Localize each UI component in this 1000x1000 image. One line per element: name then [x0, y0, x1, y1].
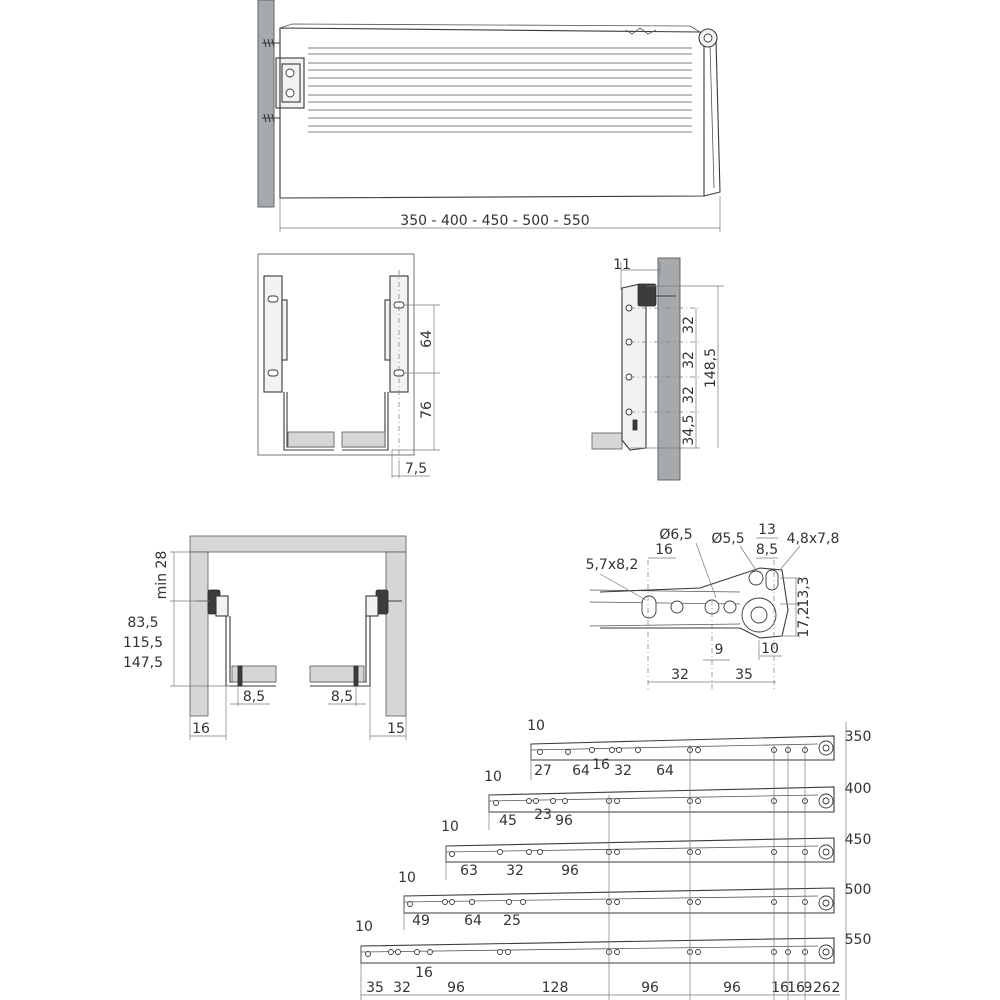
detail-13-label: 13 — [758, 522, 776, 538]
rail-550-label-35: 35 — [366, 980, 384, 996]
rail-550-label-10: 10 — [355, 919, 373, 935]
rail-450-label-63: 63 — [460, 863, 478, 879]
rail-550-label-16a: 16 — [771, 980, 789, 996]
rail-400-length-label: 400 — [844, 781, 872, 797]
rail-350-label-16: 16 — [592, 757, 610, 773]
rail-550-label-96b: 96 — [641, 980, 659, 996]
rail-350-label-27: 27 — [534, 763, 552, 779]
rail-400-label-10: 10 — [484, 769, 502, 785]
cabinet-section-view — [123, 536, 406, 740]
rail-550-label-16b: 16 — [787, 980, 805, 996]
detail-dia-6-5-label: Ø6,5 — [659, 527, 693, 543]
detail-dia-5-5-label: Ø5,5 — [711, 531, 745, 547]
runner-height-2-label: 115,5 — [122, 635, 164, 651]
rail-450-label-32: 32 — [506, 863, 524, 879]
min-top-clearance-label: min 28 — [154, 550, 170, 600]
hole-6-5 — [671, 601, 683, 613]
left-bottom-offset-label: 8,5 — [242, 689, 266, 705]
right-panel-thickness-label: 15 — [387, 721, 405, 737]
rail-400-label-96: 96 — [555, 813, 573, 829]
cabinet-left-panel — [190, 552, 208, 716]
rail-end-detail — [586, 522, 840, 690]
detail-9-label: 9 — [714, 642, 724, 658]
detail-10-label: 10 — [761, 641, 779, 657]
detail-17-2-label: 17,2 — [796, 606, 812, 638]
bracket-offset-label: 7,5 — [404, 461, 428, 477]
detail-slot-5-7x8-2-label: 5,7x8,2 — [585, 557, 639, 573]
rail-400-label-23: 23 — [534, 807, 552, 823]
rail-450-length-label: 450 — [844, 832, 872, 848]
rail-550-label-96a: 96 — [447, 980, 465, 996]
rail-550 — [355, 919, 871, 996]
detail-slot-4-8x7-8-label: 4,8x7,8 — [786, 531, 840, 547]
rear-bracket-side-view — [592, 257, 724, 480]
side-spacing-1-label: 32 — [681, 316, 697, 334]
rail-350-label-64a: 64 — [572, 763, 590, 779]
rail-550-label-96c: 96 — [723, 980, 741, 996]
rail-550-label-16-lower: 16 — [415, 965, 433, 981]
rail-350-label-32: 32 — [614, 763, 632, 779]
side-offset-label: 11 — [613, 257, 631, 273]
drawer-side-view — [258, 0, 720, 232]
rail-500-length-label: 500 — [844, 882, 872, 898]
detail-spacing-35-label: 35 — [735, 667, 753, 683]
rail-350-label-10: 10 — [527, 718, 545, 734]
rail-550-label-128: 128 — [541, 980, 569, 996]
rail-550-label-32: 32 — [393, 980, 411, 996]
runner-height-3-label: 147,5 — [122, 655, 164, 671]
rail-400-label-45: 45 — [499, 813, 517, 829]
detail-8-5-label: 8,5 — [755, 542, 779, 558]
drawer-side-ribs — [308, 48, 692, 132]
front-bracket-view — [258, 254, 440, 478]
rail-500-label-49: 49 — [412, 913, 430, 929]
rail-550-label-26: 26 — [813, 980, 831, 996]
rail-450-label-96: 96 — [561, 863, 579, 879]
detail-13-3-label: 13,3 — [796, 576, 812, 608]
side-spacing-2-label: 32 — [681, 351, 697, 369]
slot-4-8x7-8 — [766, 570, 778, 590]
rail-350-length-label: 350 — [844, 729, 872, 745]
drawer-length-label: 350 - 400 - 450 - 500 - 550 — [400, 213, 590, 229]
side-spacing-3-label: 32 — [681, 386, 697, 404]
rail-350-label-64b: 64 — [656, 763, 674, 779]
side-total-height-label: 148,5 — [703, 347, 719, 389]
rail-550-label-9: 9 — [803, 980, 813, 996]
cabinet-wall — [258, 0, 274, 207]
rail-450-label-10: 10 — [441, 819, 459, 835]
side-view-wall — [658, 258, 680, 480]
bracket-bottom-spacing-label: 76 — [419, 401, 435, 419]
detail-16-label: 16 — [655, 542, 673, 558]
rail-500-label-64: 64 — [464, 913, 482, 929]
left-panel-thickness-label: 16 — [192, 721, 210, 737]
cabinet-top-panel — [190, 536, 406, 552]
rail-550-length-label: 550 — [844, 932, 872, 948]
cabinet-right-panel — [386, 552, 406, 716]
rail-500-label-25: 25 — [503, 913, 521, 929]
bracket-hole-spacing-label: 64 — [419, 330, 435, 348]
rail-550-label-2: 2 — [831, 980, 841, 996]
drawer-body — [280, 28, 704, 198]
rail-length-table — [355, 718, 871, 1000]
right-bottom-offset-label: 8,5 — [330, 689, 354, 705]
rail-350 — [527, 718, 871, 779]
bracket-cam-icon — [638, 284, 656, 306]
hole-5-5 — [749, 571, 763, 585]
runner-height-1-label: 83,5 — [127, 615, 159, 631]
rail-500-label-10: 10 — [398, 870, 416, 886]
side-bottom-label: 34,5 — [681, 414, 697, 446]
detail-spacing-32-label: 32 — [671, 667, 689, 683]
